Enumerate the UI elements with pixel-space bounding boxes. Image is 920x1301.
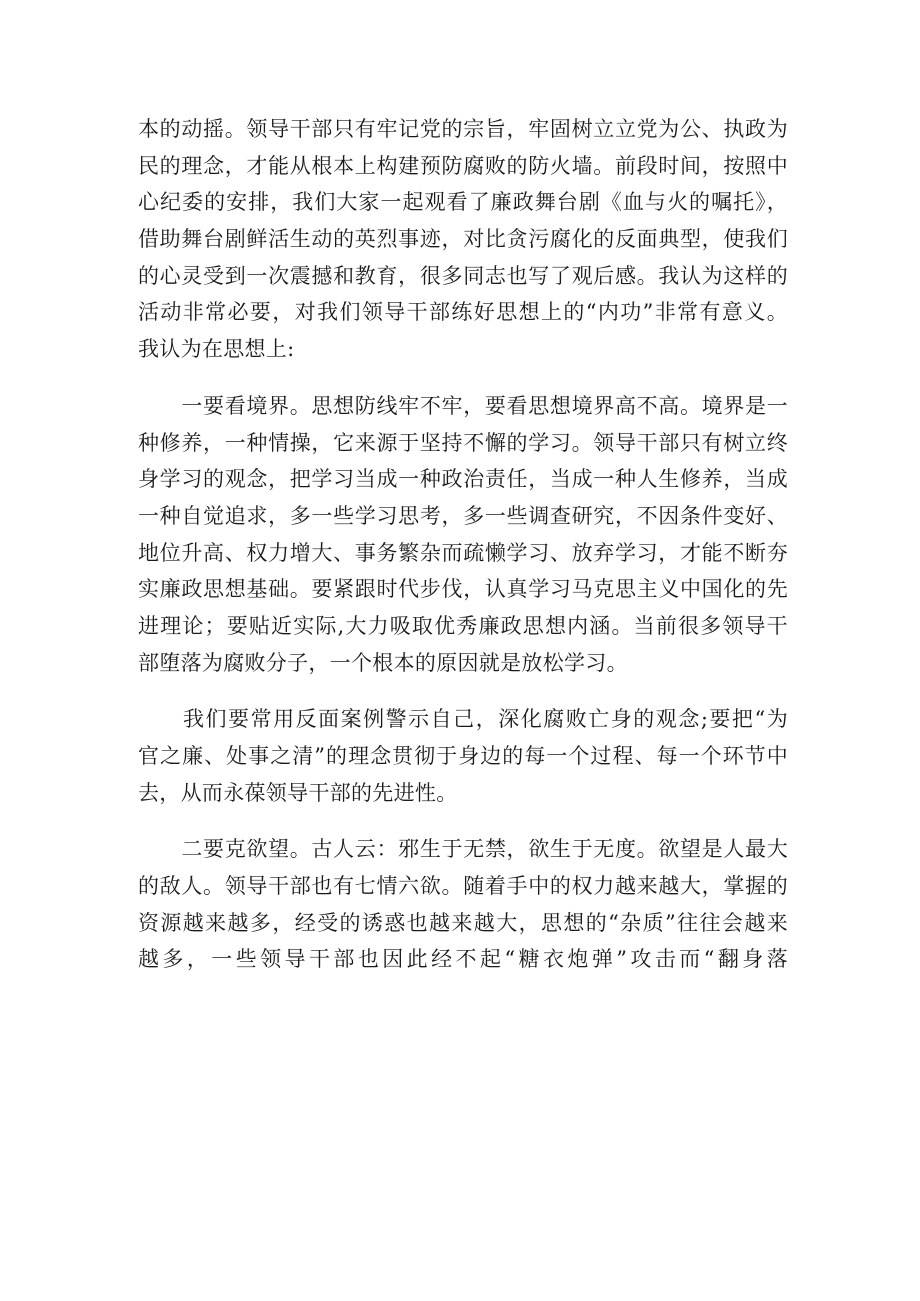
text-line: 一要看境界。思想防线牢不牢，要看思想境界高不高。境界是一 — [138, 393, 788, 418]
text-line: 越多，一些领导干部也因此经不起“糖衣炮弹”攻击而“翻身落 — [138, 947, 788, 972]
text-line: 我认为在思想上: — [138, 337, 295, 362]
text-line: 身学习的观念，把学习当成一种政治责任，当成一种人生修养，当成 — [138, 467, 788, 492]
text-line: 的心灵受到一次震撼和教育，很多同志也写了观后感。我认为这样的 — [138, 263, 788, 288]
paragraph-4 — [138, 831, 788, 978]
text-line: 活动非常必要，对我们领导干部练好思想上的“内功”非常有意义。 — [138, 300, 788, 325]
text-line: 进理论；要贴近实际,大力吸取优秀廉政思想内涵。当前很多领导干 — [138, 613, 788, 638]
text-line: 我们要常用反面案例警示自己，深化腐败亡身的观念;要把“为 — [138, 707, 788, 732]
text-line: 去，从而永葆领导干部的先进性。 — [138, 780, 458, 805]
paragraph-gap — [138, 681, 788, 701]
text-line: 本的动摇。领导干部只有牢记党的宗旨，牢固树立立党为公、执政为 — [138, 117, 788, 141]
text-line: 资源越来越多，经受的诱惑也越来越大，思想的“杂质”往往会越来 — [138, 910, 788, 935]
text-line: 心纪委的安排，我们大家一起观看了廉政舞台剧《血与火的嘱托》， — [138, 190, 788, 215]
paragraph-3 — [138, 701, 788, 811]
text-line: 一种自觉追求，多一些学习思考，多一些调查研究，不因条件变好、 — [138, 503, 788, 528]
text-line: 的敌人。领导干部也有七情六欲。随着手中的权力越来越大，掌握的 — [138, 874, 788, 899]
paragraph-gap — [138, 368, 788, 388]
text-line: 地位升高、权力增大、事务繁杂而疏懒学习、放弃学习，才能不断夯 — [138, 540, 788, 565]
text-line: 借助舞台剧鲜活生动的英烈事迹，对比贪污腐化的反面典型，使我们 — [138, 227, 788, 252]
text-line: 二要克欲望。古人云：邪生于无禁，欲生于无度。欲望是人最大 — [138, 837, 788, 862]
document-body — [138, 111, 788, 978]
text-line: 实廉政思想基础。要紧跟时代步伐，认真学习马克思主义中国化的先 — [138, 577, 788, 602]
text-line: 官之廉、处事之清”的理念贯彻于身边的每一个过程、每一个环节中 — [138, 744, 788, 768]
paragraph-gap — [138, 811, 788, 831]
text-line: 部堕落为腐败分子，一个根本的原因就是放松学习。 — [138, 650, 628, 675]
paragraph-2 — [138, 388, 788, 682]
paragraph-1 — [138, 111, 788, 368]
text-line: 种修养，一种情操，它来源于坚持不懈的学习。领导干部只有树立终 — [138, 430, 788, 455]
text-line: 民的理念，才能从根本上构建预防腐败的防火墙。前段时间，按照中 — [138, 153, 788, 178]
